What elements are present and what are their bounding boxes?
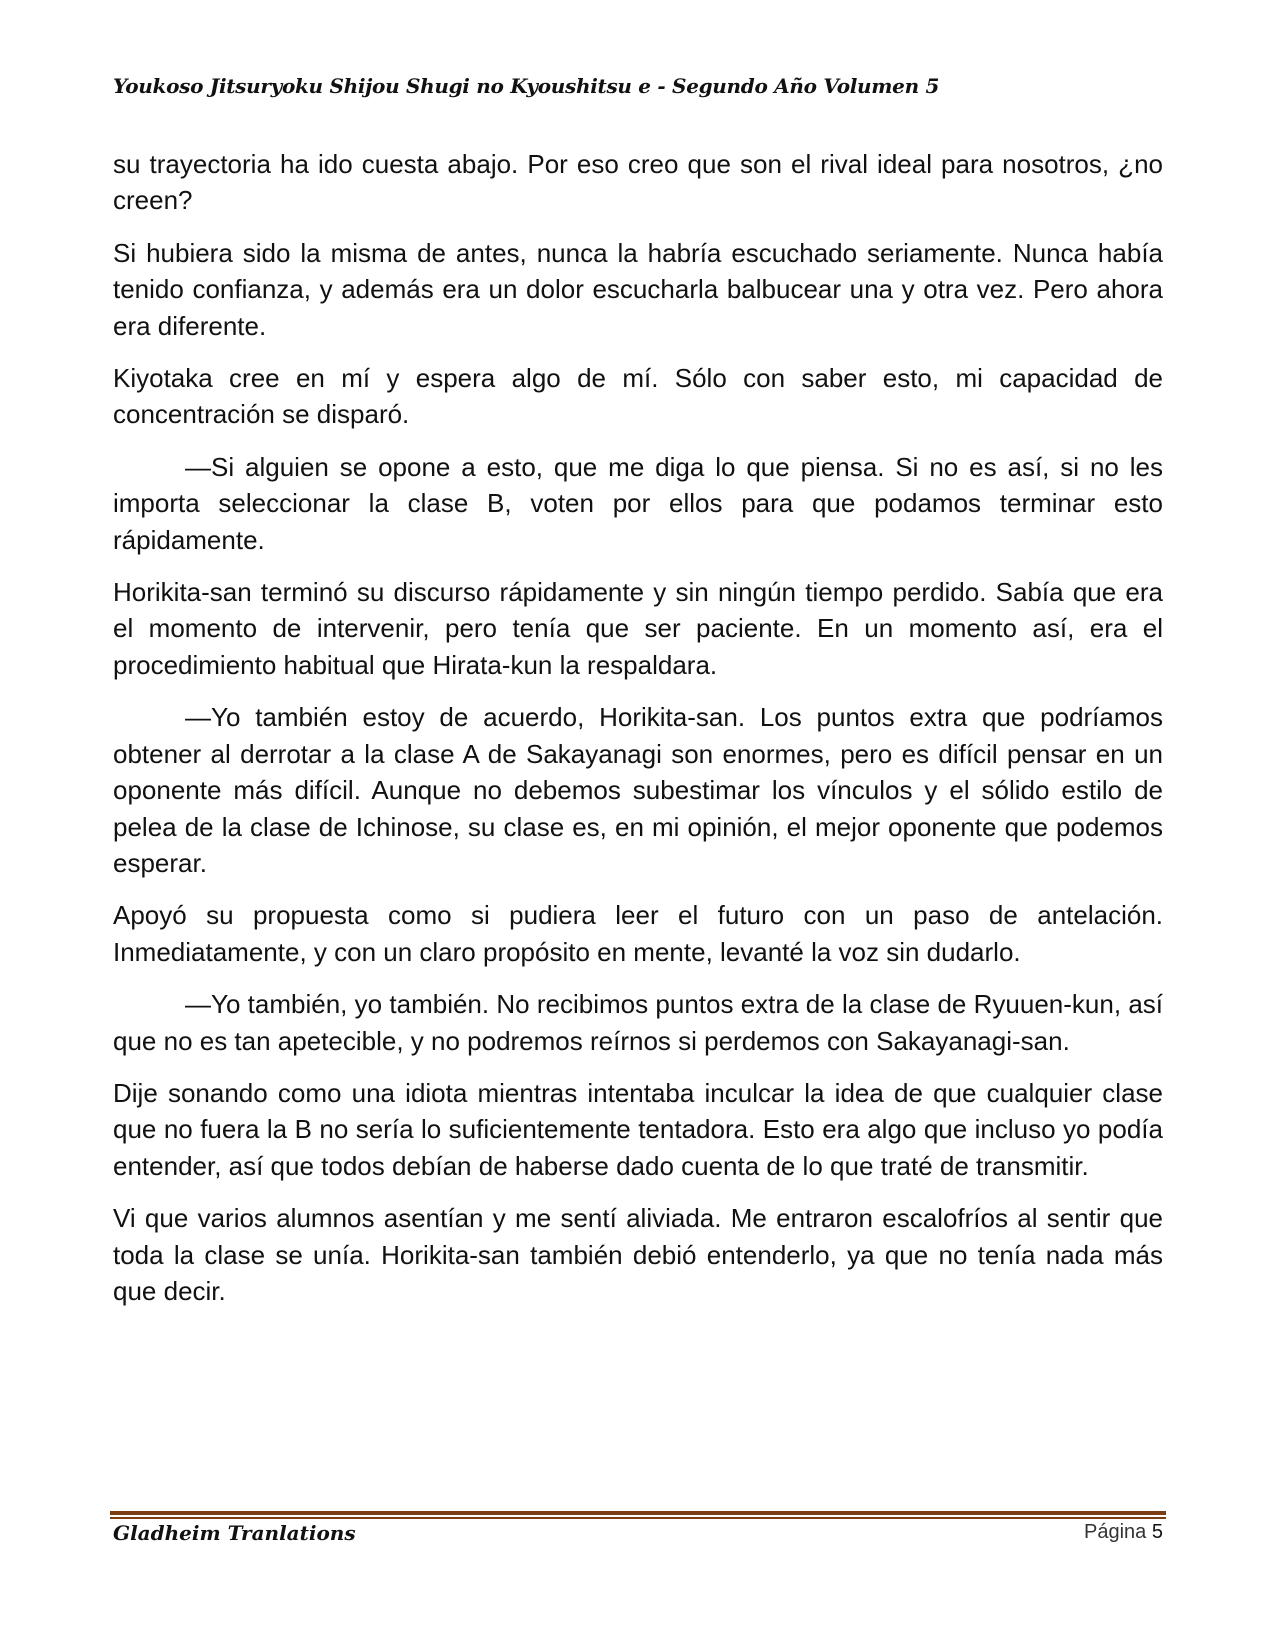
footer-divider-thin-line [110,1517,1166,1519]
paragraph: Horikita-san terminó su discurso rápidamente y sin ningún tiempo perdido. Sabía que era el momento de intervenir, pero tenía que ser paciente. En un momento así, era el procedimiento habitual que Hirata-kun la respaldara. [113,577,1163,680]
dialogue-paragraph: —Yo también, yo también. No recibimos puntos extra de la clase de Ryuuen-kun, así que no es tan apetecible, y no podremos reírnos si perdemos con Sakayanagi-san. [113,989,1163,1056]
footer-credit: Gladheim Tranlations [113,1521,356,1545]
paragraph: Si hubiera sido la misma de antes, nunca la habría escuchado seriamente. Nunca había tenido confianza, y además era un dolor escucharla balbucear una y otra vez. Pero ahora era diferente. [113,237,1163,341]
body-text [113,146,1163,1325]
paragraph: Apoyó su propuesta como si pudiera leer el futuro con un paso de antelación. Inmediatamente, y con un claro propósito en mente, levanté la voz sin dudarlo. [113,900,1163,967]
paragraph: Kiyotaka cree en mí y espera algo de mí. Sólo con saber esto, mi capacidad de concentración se disparó. [113,363,1163,430]
paragraph: Vi que varios alumnos asentían y me sentí aliviada. Me entraron escalofríos al sentir que toda la clase se unía. Horikita-san también debió entenderlo, ya que no tenía nada más que decir. [113,1203,1163,1306]
paragraph: su trayectoria ha ido cuesta abajo. Por eso creo que son el rival ideal para nosotros, ¿no creen? [113,149,1163,216]
footer-divider [110,1511,1166,1519]
page-number-value: 5 [1151,1521,1163,1543]
page-label: Página [1084,1521,1147,1543]
page-number [1084,1521,1163,1544]
dialogue-paragraph: —Si alguien se opone a esto, que me diga lo que piensa. Si no es así, si no les importa seleccionar la clase B, voten por ellos para que podamos terminar esto rápidamente. [113,451,1163,555]
dialogue-paragraph: —Yo también estoy de acuerdo, Horikita-san. Los puntos extra que podríamos obtener al derrotar a la clase A de Sakayanagi son enormes, pero es difícil pensar en un oponente más difícil. Aunque no debemos subestimar los vínculos y el sólido estilo de pelea de la clase de Ichinose, su clase es, en mi opinión, el mejor oponente que podemos esperar. [113,702,1163,878]
paragraph: Dije sonando como una idiota mientras intentaba inculcar la idea de que cualquier clase que no fuera la B no sería lo suficientemente tentadora. Esto era algo que incluso yo podía entender, así que todos debían de haberse dado cuenta de lo que traté de transmitir. [113,1077,1163,1181]
running-header: Youkoso Jitsuryoku Shijou Shugi no Kyoushitsu e - Segundo Año Volumen 5 [113,74,940,98]
